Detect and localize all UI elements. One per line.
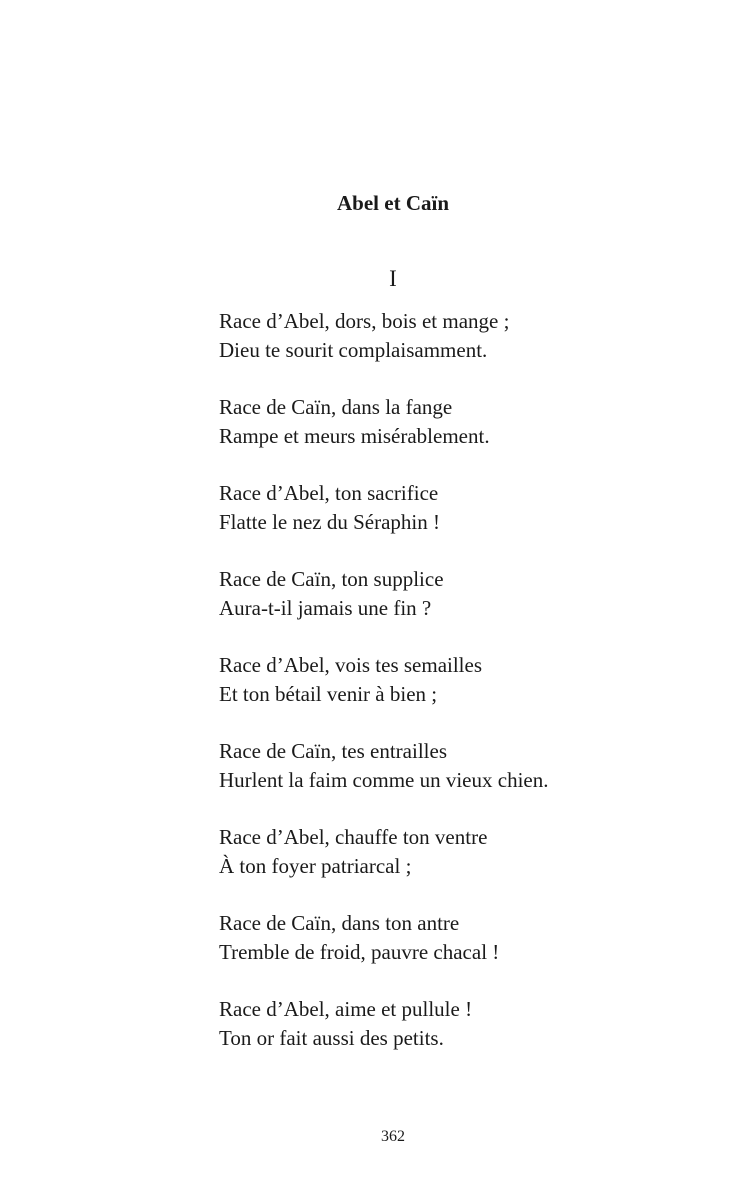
verse-line: Race d’Abel, vois tes semailles	[219, 653, 483, 677]
poem-body	[219, 307, 739, 1081]
verse-line: Et ton bétail venir à bien ;	[219, 682, 438, 706]
verse-line: Race d’Abel, chauffe ton ventre	[219, 825, 488, 849]
stanza	[219, 909, 739, 967]
stanza	[219, 737, 739, 795]
verse-line: Rampe et meurs misérablement.	[219, 424, 490, 448]
page-number: 362	[381, 1128, 405, 1145]
verse-line: Race de Caïn, dans la fange	[219, 395, 453, 419]
verse-line: Ton or fait aussi des petits.	[219, 1026, 444, 1050]
stanza	[219, 479, 739, 537]
verse-line: Hurlent la faim comme un vieux chien.	[219, 768, 549, 792]
stanza	[219, 823, 739, 881]
stanza	[219, 307, 739, 365]
section-numeral: I	[389, 266, 397, 291]
stanza	[219, 995, 739, 1053]
verse-line: Race de Caïn, ton supplice	[219, 567, 444, 591]
verse-line: Race d’Abel, ton sacrifice	[219, 481, 439, 505]
poem-title: Abel et Caïn	[337, 191, 449, 215]
verse-line: Flatte le nez du Séraphin !	[219, 510, 441, 534]
stanza	[219, 393, 739, 451]
verse-line: Tremble de froid, pauvre chacal !	[219, 940, 500, 964]
verse-line: Race de Caïn, dans ton antre	[219, 911, 460, 935]
verse-line: Race d’Abel, dors, bois et mange ;	[219, 309, 510, 333]
verse-line: Race d’Abel, aime et pullule !	[219, 997, 473, 1021]
verse-line: À ton foyer patriarcal ;	[219, 854, 412, 878]
verse-line: Aura-t-il jamais une fin ?	[219, 596, 432, 620]
verse-line: Race de Caïn, tes entrailles	[219, 739, 447, 763]
stanza	[219, 565, 739, 623]
stanza	[219, 651, 739, 709]
verse-line: Dieu te sourit complaisamment.	[219, 338, 488, 362]
